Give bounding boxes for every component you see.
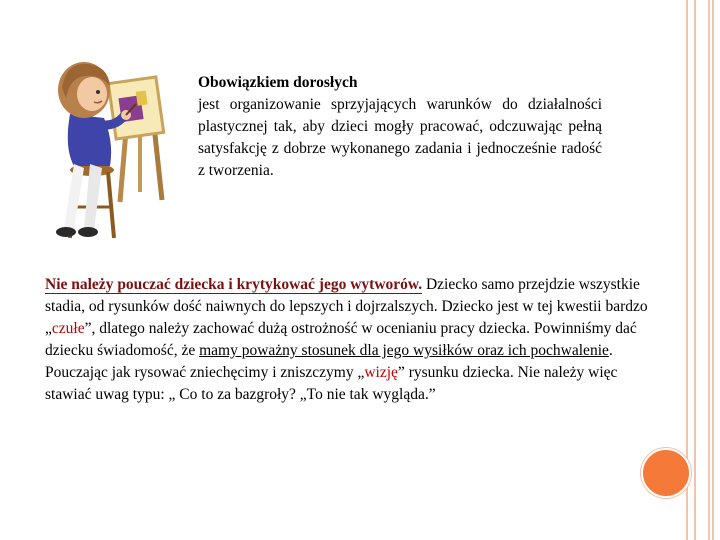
highlighted-word: wizję xyxy=(364,364,398,381)
paragraph-text: Dziecko samo przejdzie wszystkie stadia, od rysunków dość naiwnych do lepszych i dojrzalszych. Dziecko jest w tej kwestii bardzo xyxy=(45,276,648,315)
child-painting-at-easel-icon xyxy=(40,52,175,242)
intro-heading: Obowiązkiem dorosłych xyxy=(198,74,358,91)
paragraph-text: , dlatego należy zachować dużą ostrożność w ocenianiu pracy dziecka. Powinniśmy dać dziecku świadomość, że xyxy=(45,320,637,359)
border-rail xyxy=(694,0,696,540)
quote-mark: ” xyxy=(397,364,405,381)
intro-text-block xyxy=(198,72,602,182)
paragraph-text: . Pouczając jak rysować zniechęcimy i zniszczymy xyxy=(45,342,613,381)
main-paragraph xyxy=(45,274,657,406)
quote-mark: „ xyxy=(357,364,365,381)
quote-mark: „ xyxy=(45,320,52,337)
decorative-orange-circle xyxy=(641,448,691,498)
quote-mark: ” xyxy=(84,320,92,337)
underlined-phrase: mamy poważny stosunek dla jego wysiłków oraz ich pochwalenie xyxy=(199,342,609,359)
highlighted-word: czułe xyxy=(51,320,85,337)
paragraph-text: rysunku dziecka. Nie należy więc stawiać uwag typu: „ Co to za bazgroły? „To nie tak wygląda.” xyxy=(45,364,618,403)
main-lead-sentence: Nie należy pouczać dziecka i krytykować jego wytworów. xyxy=(45,276,423,293)
border-rail xyxy=(712,0,714,540)
intro-body: jest organizowanie sprzyjających warunków do działalności plastycznej tak, aby dzieci mogły pracować, odczuwając pełną satysfakcję z dobrze wykonanego zadania i jednocześnie radość z tworzenia. xyxy=(198,96,602,179)
